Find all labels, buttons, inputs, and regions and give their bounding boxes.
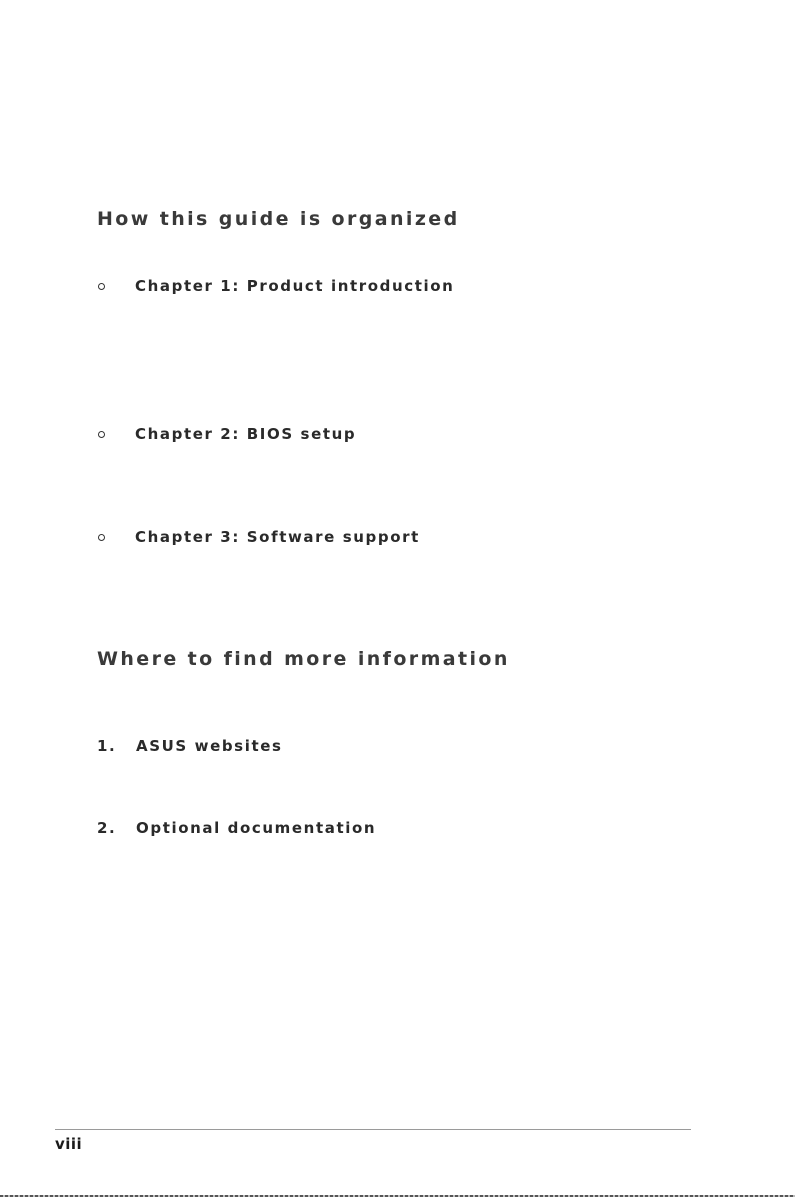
section-heading-more-info: Where to find more information <box>97 648 510 670</box>
circle-bullet-icon <box>98 283 105 290</box>
chapter-item-2 <box>97 424 356 444</box>
info-item-2 <box>97 818 376 838</box>
item-number: 1. <box>97 737 117 755</box>
section-heading-organized: How this guide is organized <box>97 208 460 230</box>
footer-divider <box>55 1129 691 1130</box>
chapter-label: Chapter 1: Product introduction <box>135 277 455 295</box>
item-label: ASUS websites <box>136 737 283 755</box>
item-number: 2. <box>97 819 117 837</box>
circle-bullet-icon <box>98 534 105 541</box>
info-item-1 <box>97 736 283 756</box>
chapter-label: Chapter 3: Software support <box>135 528 420 546</box>
page-number: viii <box>55 1135 83 1153</box>
item-label: Optional documentation <box>136 819 377 837</box>
chapter-label: Chapter 2: BIOS setup <box>135 425 357 443</box>
chapter-item-1 <box>97 276 454 296</box>
circle-bullet-icon <box>98 431 105 438</box>
chapter-item-3 <box>97 527 420 547</box>
